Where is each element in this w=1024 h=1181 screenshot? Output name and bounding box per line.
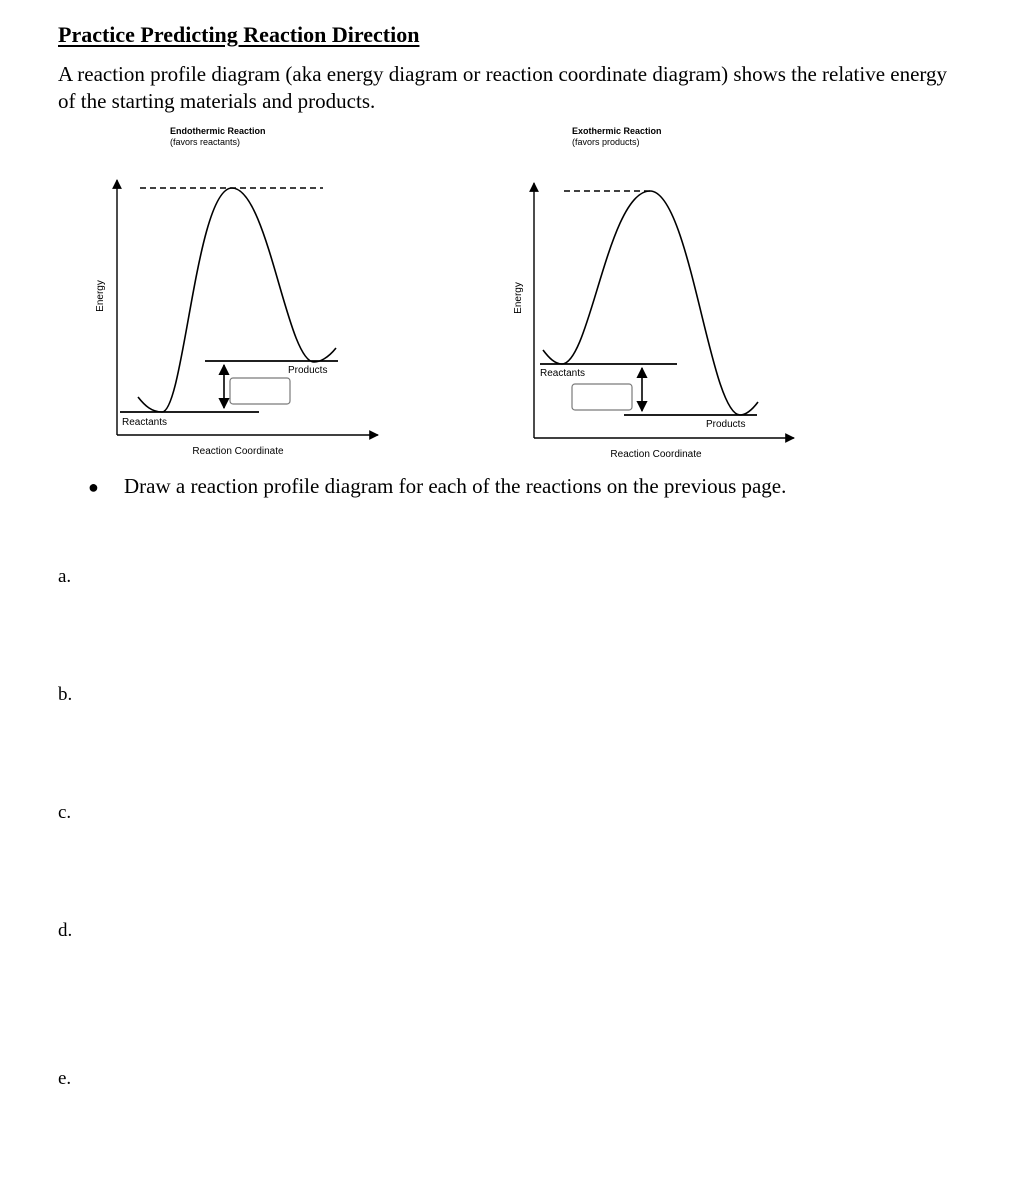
intro-paragraph: A reaction profile diagram (aka energy diagram or reaction coordinate diagram) shows the relative energy of the starting materials and products. bbox=[58, 62, 948, 113]
instruction-text: Draw a reaction profile diagram for each of the reactions on the previous page. bbox=[124, 474, 787, 498]
endothermic-reactants-label: Reactants bbox=[122, 417, 168, 428]
item-label-c: c. bbox=[58, 802, 72, 823]
instruction-bullet bbox=[88, 474, 786, 499]
endothermic-subtitle: (favors reactants) bbox=[170, 137, 241, 147]
bullet-icon: ● bbox=[88, 477, 99, 497]
item-label-b: b. bbox=[58, 684, 73, 705]
page-title: Practice Predicting Reaction Direction bbox=[58, 22, 420, 47]
exothermic-diagram bbox=[513, 126, 794, 460]
endothermic-answer-box[interactable] bbox=[230, 378, 290, 404]
exothermic-title: Exothermic Reaction bbox=[572, 126, 662, 136]
exothermic-subtitle: (favors products) bbox=[572, 137, 640, 147]
reaction-profile-diagrams bbox=[0, 0, 1024, 470]
item-label-e: e. bbox=[58, 1068, 72, 1089]
endothermic-diagram bbox=[95, 126, 378, 457]
exothermic-energy-curve bbox=[543, 191, 758, 415]
endothermic-x-label: Reaction Coordinate bbox=[192, 446, 284, 457]
exothermic-y-label: Energy bbox=[513, 282, 524, 314]
item-label-a: a. bbox=[58, 566, 72, 587]
exothermic-reactants-label: Reactants bbox=[540, 368, 586, 379]
endothermic-y-label: Energy bbox=[95, 280, 106, 312]
endothermic-products-label: Products bbox=[288, 365, 328, 376]
endothermic-title: Endothermic Reaction bbox=[170, 126, 266, 136]
exothermic-answer-box[interactable] bbox=[572, 384, 632, 410]
item-label-d: d. bbox=[58, 920, 73, 941]
exothermic-x-label: Reaction Coordinate bbox=[610, 449, 702, 460]
exothermic-products-label: Products bbox=[706, 419, 746, 430]
